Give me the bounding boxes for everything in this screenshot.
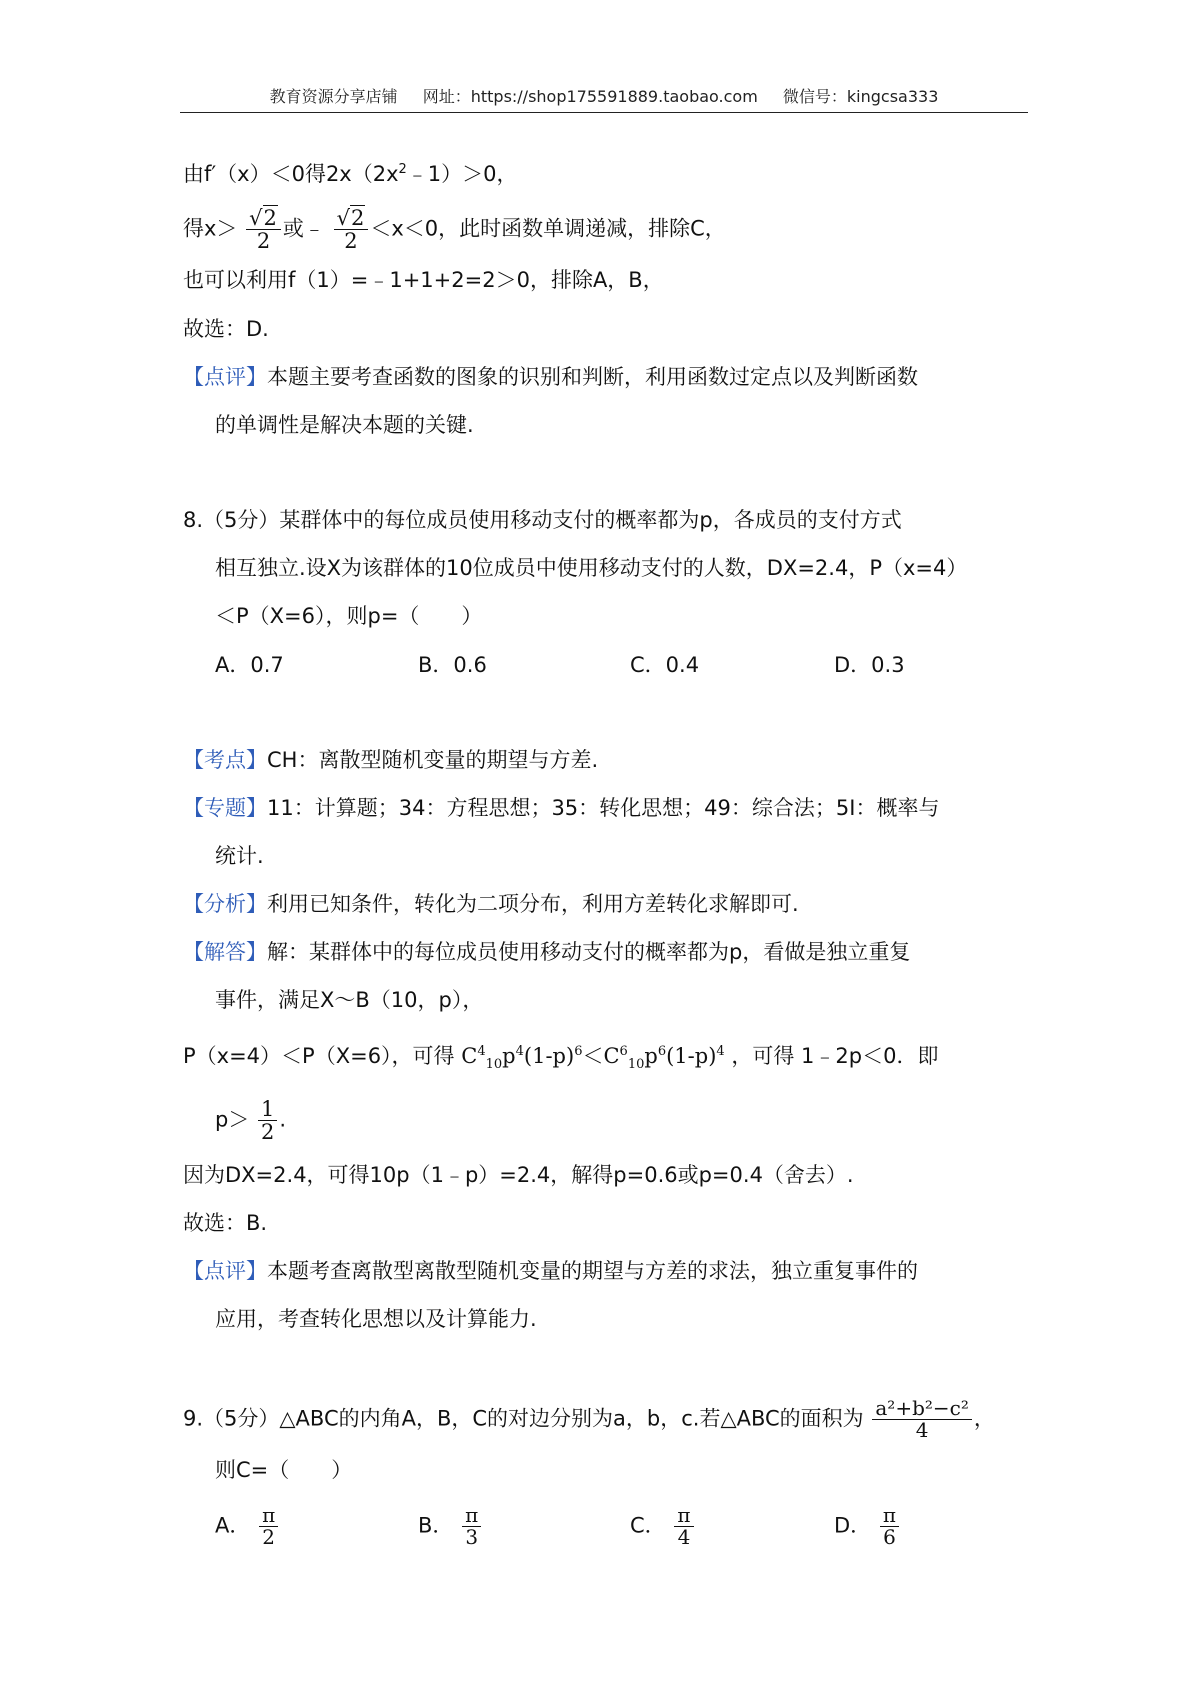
header-shop: 教育资源分享店铺 bbox=[269, 87, 398, 106]
prev-line-4: 故选：D. bbox=[183, 317, 269, 341]
page-header bbox=[180, 84, 1028, 113]
q8-topic-2: 统计. bbox=[215, 844, 264, 868]
q9-option-a: A． $\frac{\pi}{2}$ bbox=[215, 1505, 280, 1548]
q8-stem-2: 相互独立.设X为该群体的10位成员中使用移动支付的人数，DX=2.4，P（x=4） bbox=[215, 556, 968, 580]
prev-comment-1: 【点评】本题主要考查函数的图象的识别和判断，利用函数过定点以及判断函数 bbox=[183, 365, 918, 389]
q8-answer-6: 故选：B. bbox=[183, 1211, 268, 1235]
q8-answer-1: 【解答】解：某群体中的每位成员使用移动支付的概率都为p，看做是独立重复 bbox=[183, 940, 911, 964]
q9-stem-1: 9.（5分）△ABC的内角A，B，C的对边分别为a，b，c.若△ABC的面积为 $\frac{\text{a²+b²−c²}}{4}$ ， bbox=[183, 1396, 995, 1442]
q8-option-a: A．0.7 bbox=[215, 653, 284, 677]
q8-analysis: 【分析】利用已知条件，转化为二项分布，利用方差转化求解即可. bbox=[183, 892, 799, 916]
prev-comment-2: 的单调性是解决本题的关键. bbox=[215, 413, 474, 437]
q9-stem-2: 则C=（ ） bbox=[215, 1458, 353, 1482]
prev-line-1: 由f′（x）＜0得$2x(2x^2﹣1)>0$， bbox=[183, 162, 518, 186]
q8-option-c: C．0.4 bbox=[630, 653, 700, 677]
q8-comment-1: 【点评】本题考查离散型离散型随机变量的期望与方差的求法，独立重复事件的 bbox=[183, 1259, 918, 1283]
q8-option-b: B．0.6 bbox=[418, 653, 487, 677]
header-wechat: 微信号：kingcsa333 bbox=[782, 87, 939, 106]
q8-answer-3: P（x=4）＜P（X=6），可得 $C^4_{10}p^4(1-p)^6<C^6_{10}p^6(1-p)^4$ ，可得 1﹣2p＜0．即 bbox=[183, 1044, 939, 1073]
fraction-sqrt2-over-2: $\frac{√2}{2}$ bbox=[246, 207, 281, 252]
q8-stem-1: 8.（5分）某群体中的每位成员使用移动支付的概率都为p，各成员的支付方式 bbox=[183, 508, 902, 532]
q8-stem-3: ＜P（X=6），则p=（ ） bbox=[215, 604, 483, 628]
q9-option-c: C． $\frac{\pi}{4}$ bbox=[630, 1505, 696, 1548]
q8-topic-1: 【专题】11：计算题；34：方程思想；35：转化思想；49：综合法；5I：概率与 bbox=[183, 796, 940, 820]
q8-option-d: D．0.3 bbox=[834, 653, 905, 677]
binomial-inequality: $C^4_{10}p^4(1-p)^6<C^6_{10}p^6(1-p)^4$ bbox=[461, 1044, 725, 1073]
q8-answer-5: 因为DX=2.4，可得10p（1﹣p）=2.4，解得p=0.6或p=0.4（舍去）. bbox=[183, 1163, 854, 1187]
fraction-sqrt2-over-2-b: $\frac{√2}{2}$ bbox=[334, 207, 369, 252]
q8-comment-2: 应用，考查转化思想以及计算能力. bbox=[215, 1307, 537, 1331]
header-site: 网址：https://shop175591889.taobao.com bbox=[422, 87, 758, 106]
q9-option-d: D． $\frac{\pi}{6}$ bbox=[834, 1505, 901, 1548]
prev-line-3: 也可以利用f（1）=﹣1+1+2=2＞0，排除A，B， bbox=[183, 268, 664, 292]
q9-option-b: B． $\frac{\pi}{3}$ bbox=[418, 1505, 483, 1548]
comment-tag: 【点评】 bbox=[183, 365, 267, 389]
fraction-area: $\frac{\text{a²+b²−c²}}{4}$ bbox=[872, 1398, 972, 1441]
q8-answer-2: 事件，满足X～B（10，p）， bbox=[215, 988, 484, 1012]
fraction-one-half: $\frac{1}{2}$ bbox=[258, 1098, 277, 1143]
q8-point: 【考点】CH：离散型随机变量的期望与方差. bbox=[183, 748, 599, 772]
q8-answer-4: p＞ $\frac{1}{2}$ . bbox=[215, 1097, 287, 1145]
prev-line-2: 得x＞ $\frac{√2}{2}$ 或﹣ $\frac{√2}{2}$ ＜x＜0，此时函数单调递减，排除C， bbox=[183, 206, 726, 254]
